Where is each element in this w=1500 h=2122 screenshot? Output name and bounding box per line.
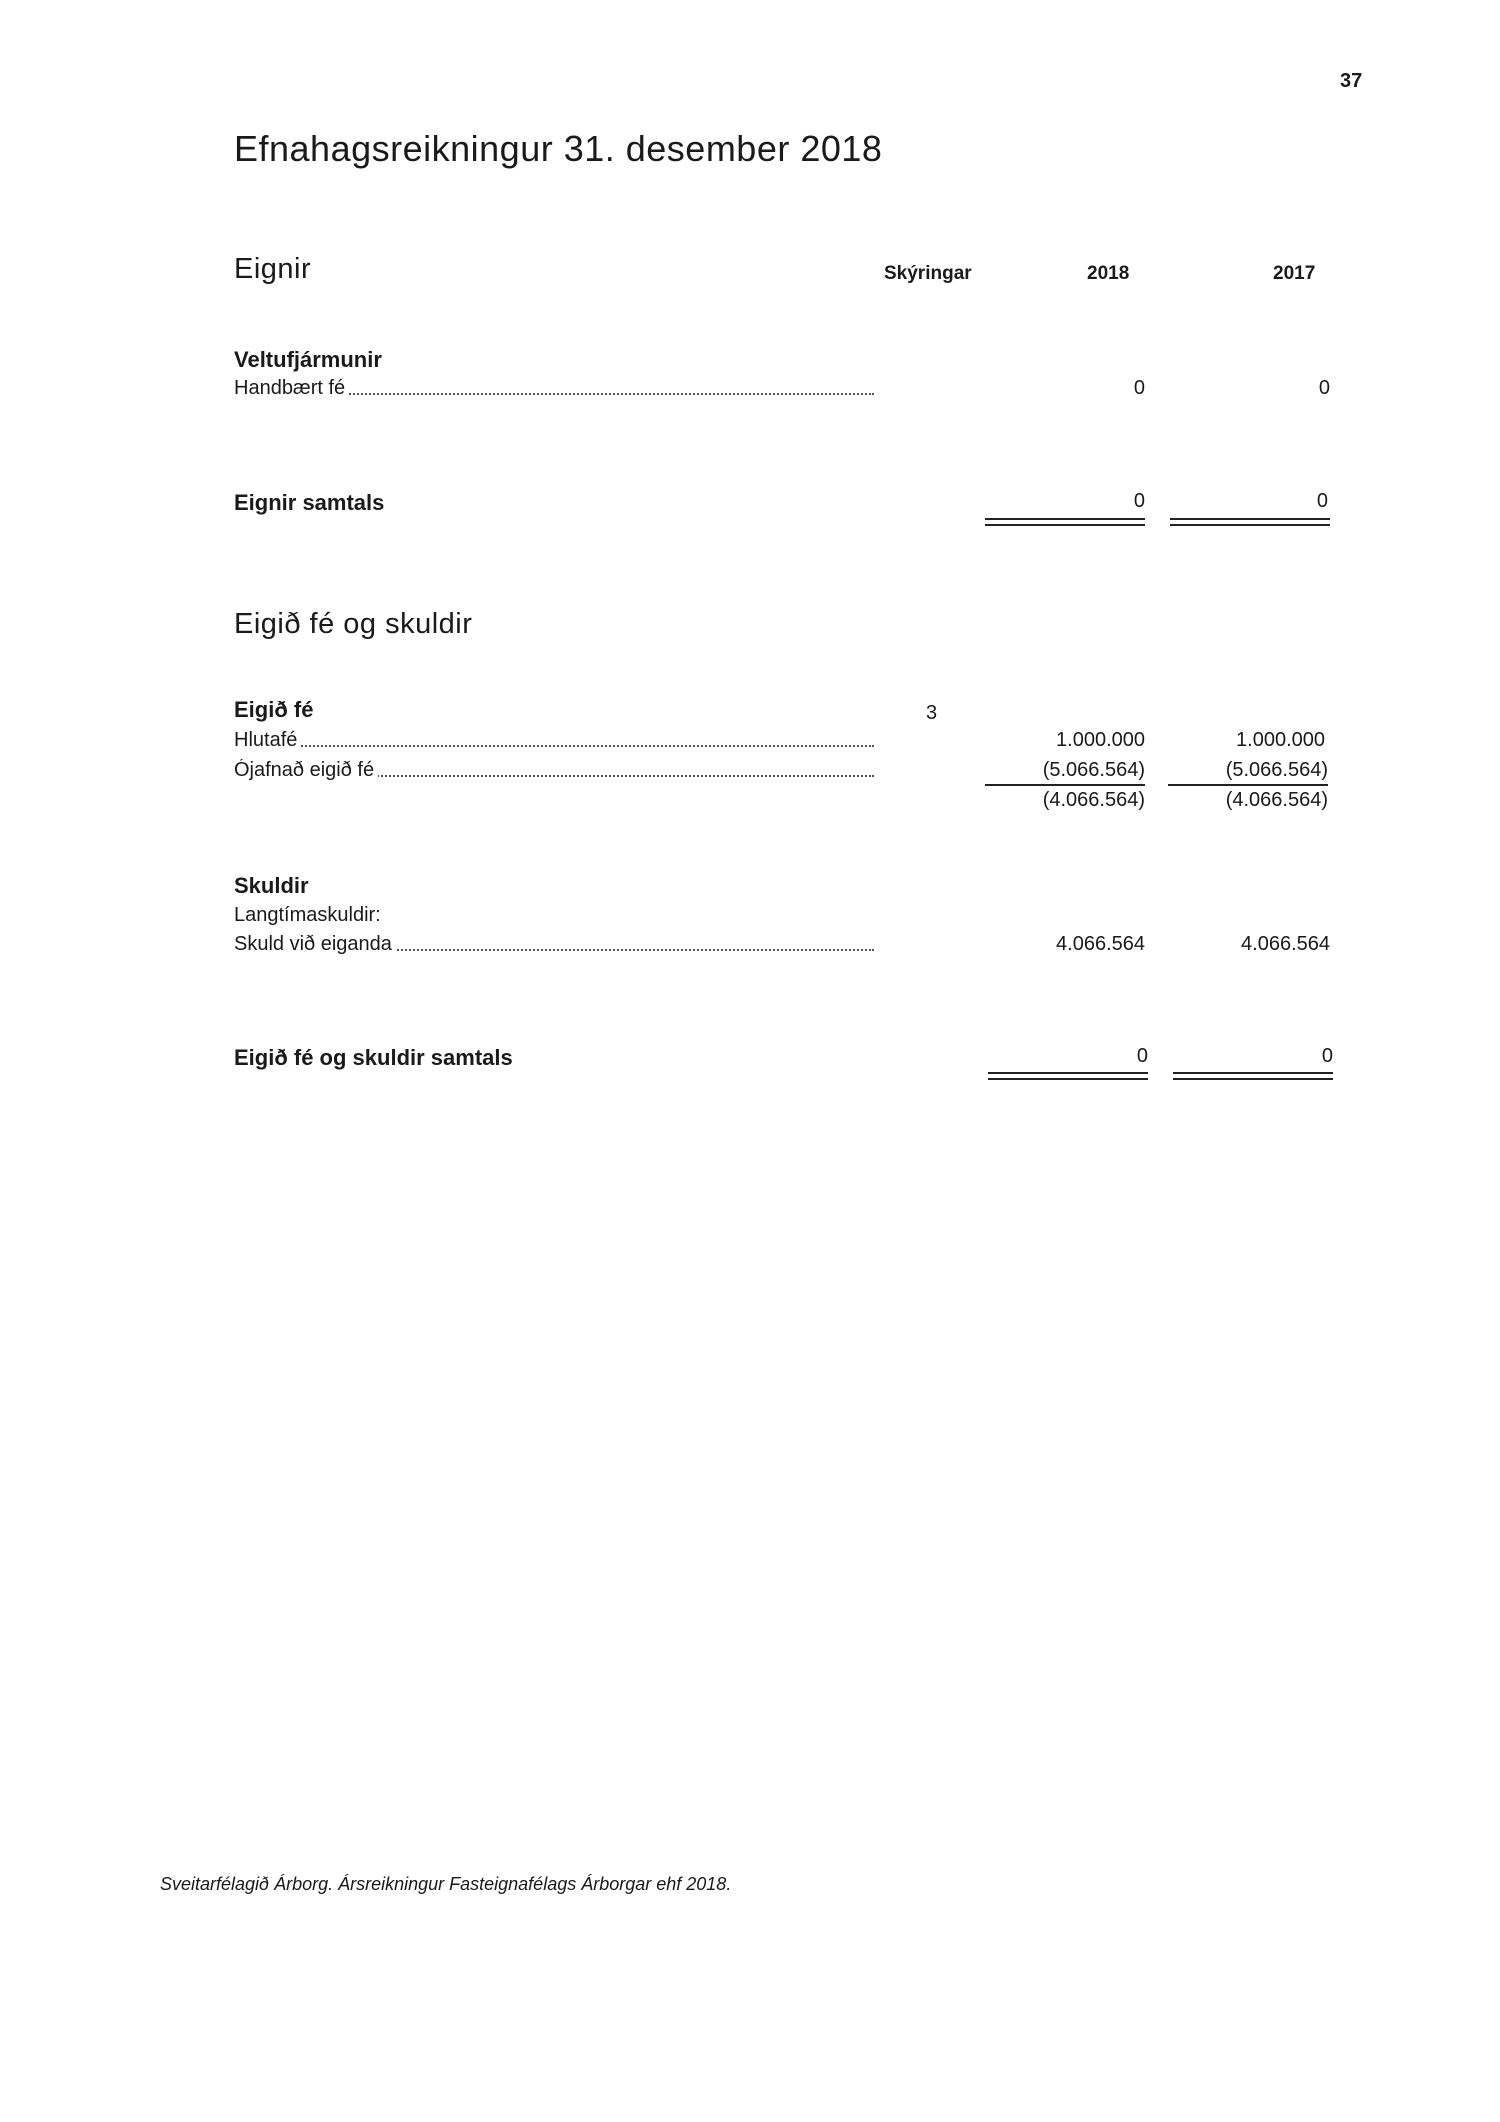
equity-liabilities-total-2017-double-rule [1173,1072,1333,1080]
cash-2018-value: 0 [1133,377,1145,399]
equity-2017-subtotal-rule [1168,784,1328,786]
owner-loan-2017-value: 4.066.564 [1241,933,1330,955]
equity-2018-subtotal-rule [985,784,1145,786]
current-assets-heading: Veltufjármunir [234,347,382,372]
equity-heading: Eigið fé [234,697,314,722]
assets-total-2018-double-rule [985,518,1145,526]
share-capital-label: Hlutafé [234,729,301,751]
assets-total-2017-double-rule [1170,518,1330,526]
liabilities-heading: Skuldir [234,873,309,898]
equity-subtotal-2018-value: (4.066.564) [1042,789,1145,811]
cash-row-label [234,377,874,400]
assets-total-2017-value: 0 [1316,490,1328,512]
page-number: 37 [1340,70,1363,92]
equity-liabilities-total-label: Eigið fé og skuldir samtals [234,1045,513,1070]
owner-loan-row-label [234,933,874,956]
assets-total-2018-value: 0 [1133,490,1145,512]
equity-note-ref: 3 [926,702,938,724]
page-footer: Sveitarfélagið Árborg. Ársreikningur Fasteignafélags Árborgar ehf 2018. [160,1874,732,1894]
retained-earnings-row-label [234,759,874,782]
equity-liabilities-total-2017-value: 0 [1321,1045,1333,1067]
share-capital-2018-value: 1.000.000 [1056,729,1145,751]
year-2017-column-header: 2017 [1273,263,1316,284]
long-term-liabilities-subheading: Langtímaskuldir: [234,904,381,926]
equity-subtotal-2017-value: (4.066.564) [1225,789,1328,811]
retained-earnings-2017-value: (5.066.564) [1225,759,1328,781]
year-2018-column-header: 2018 [1087,263,1130,284]
page-title: Efnahagsreikningur 31. desember 2018 [234,128,883,169]
assets-total-label: Eignir samtals [234,490,385,515]
share-capital-row-label [234,729,874,752]
equity-liabilities-total-2018-double-rule [988,1072,1148,1080]
retained-earnings-2018-value: (5.066.564) [1042,759,1145,781]
leader-dots [234,745,874,747]
cash-2017-value: 0 [1318,377,1330,399]
cash-label: Handbært fé [234,377,349,399]
notes-column-header: Skýringar [884,263,972,284]
owner-loan-label: Skuld við eiganda [234,933,396,955]
share-capital-2017-value: 1.000.000 [1236,729,1325,751]
equity-liabilities-heading: Eigið fé og skuldir [234,608,473,640]
assets-heading: Eignir [234,253,312,285]
retained-earnings-label: Ójafnað eigið fé [234,759,378,781]
equity-liabilities-total-2018-value: 0 [1136,1045,1148,1067]
owner-loan-2018-value: 4.066.564 [1056,933,1145,955]
